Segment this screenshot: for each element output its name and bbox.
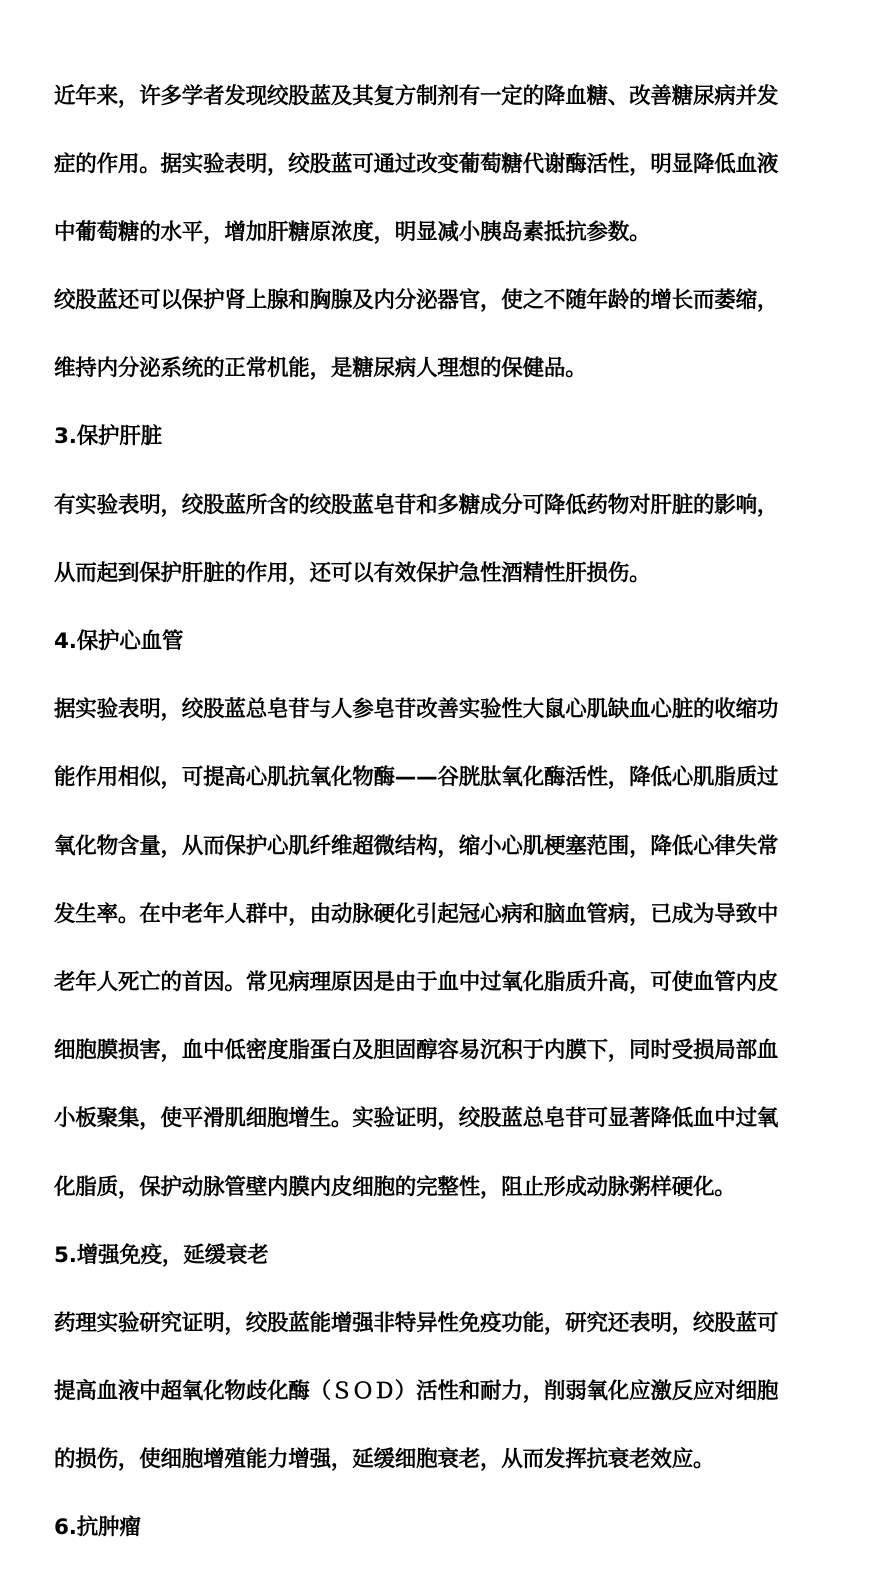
text-line: 有实验表明，绞股蓝所含的绞股蓝皂苷和多糖成分可降低药物对肝脏的影响，	[54, 492, 779, 518]
text-line: 小板聚集，使平滑肌细胞增生。实验证明，绞股蓝总皂苷可显著降低血中过氧	[54, 1106, 779, 1132]
text-line: 药理实验研究证明，绞股蓝能增强非特异性免疫功能，研究还表明，绞股蓝可	[54, 1310, 779, 1336]
section-heading: 5.增强免疫，延缓衰老	[54, 1242, 269, 1268]
section-heading: 3.保护肝脏	[54, 424, 162, 450]
text-line: 绞股蓝还可以保护肾上腺和胸腺及内分泌器官，使之不随年龄的增长而萎缩，	[54, 288, 779, 314]
text-line: 发生率。在中老年人群中，由动脉硬化引起冠心病和脑血管病，已成为导致中	[54, 901, 779, 927]
text-line: 的损伤，使细胞增殖能力增强，延缓细胞衰老，从而发挥抗衰老效应。	[54, 1447, 715, 1473]
text-line: 从而起到保护肝脏的作用，还可以有效保护急性酒精性肝损伤。	[54, 560, 651, 586]
text-line: 氧化物含量，从而保护心肌纤维超微结构，缩小心肌梗塞范围，降低心律失常	[54, 833, 779, 859]
text-line: 老年人死亡的首因。常见病理原因是由于血中过氧化脂质升高，可使血管内皮	[54, 969, 779, 995]
text-line: 维持内分泌系统的正常机能，是糖尿病人理想的保健品。	[54, 356, 587, 382]
document-body	[54, 52, 854, 1574]
section-heading: 6.抗肿瘤	[54, 1515, 141, 1541]
text-line: 细胞膜损害，血中低密度脂蛋白及胆固醇容易沉积于内膜下，同时受损局部血	[54, 1038, 779, 1064]
text-line: 症的作用。据实验表明，绞股蓝可通过改变葡萄糖代谢酶活性，明显降低血液	[54, 151, 779, 177]
text-line: 提高血液中超氧化物歧化酶（ＳＯＤ）活性和耐力，削弱氧化应激反应对细胞	[54, 1379, 779, 1405]
section-heading: 4.保护心血管	[54, 629, 184, 654]
text-line: 近年来，许多学者发现绞股蓝及其复方制剂有一定的降血糖、改善糖尿病并发	[54, 83, 779, 109]
text-line: 中葡萄糖的水平，增加肝糖原浓度，明显减小胰岛素抵抗参数。	[54, 219, 651, 245]
text-line: 能作用相似，可提高心肌抗氧化物酶——谷胱肽氧化酶活性，降低心肌脂质过	[54, 765, 779, 791]
text-line: 据实验表明，绞股蓝总皂苷与人参皂苷改善实验性大鼠心肌缺血心脏的收缩功	[54, 697, 779, 723]
text-line: 化脂质，保护动脉管壁内膜内皮细胞的完整性，阻止形成动脉粥样硬化。	[54, 1174, 736, 1200]
